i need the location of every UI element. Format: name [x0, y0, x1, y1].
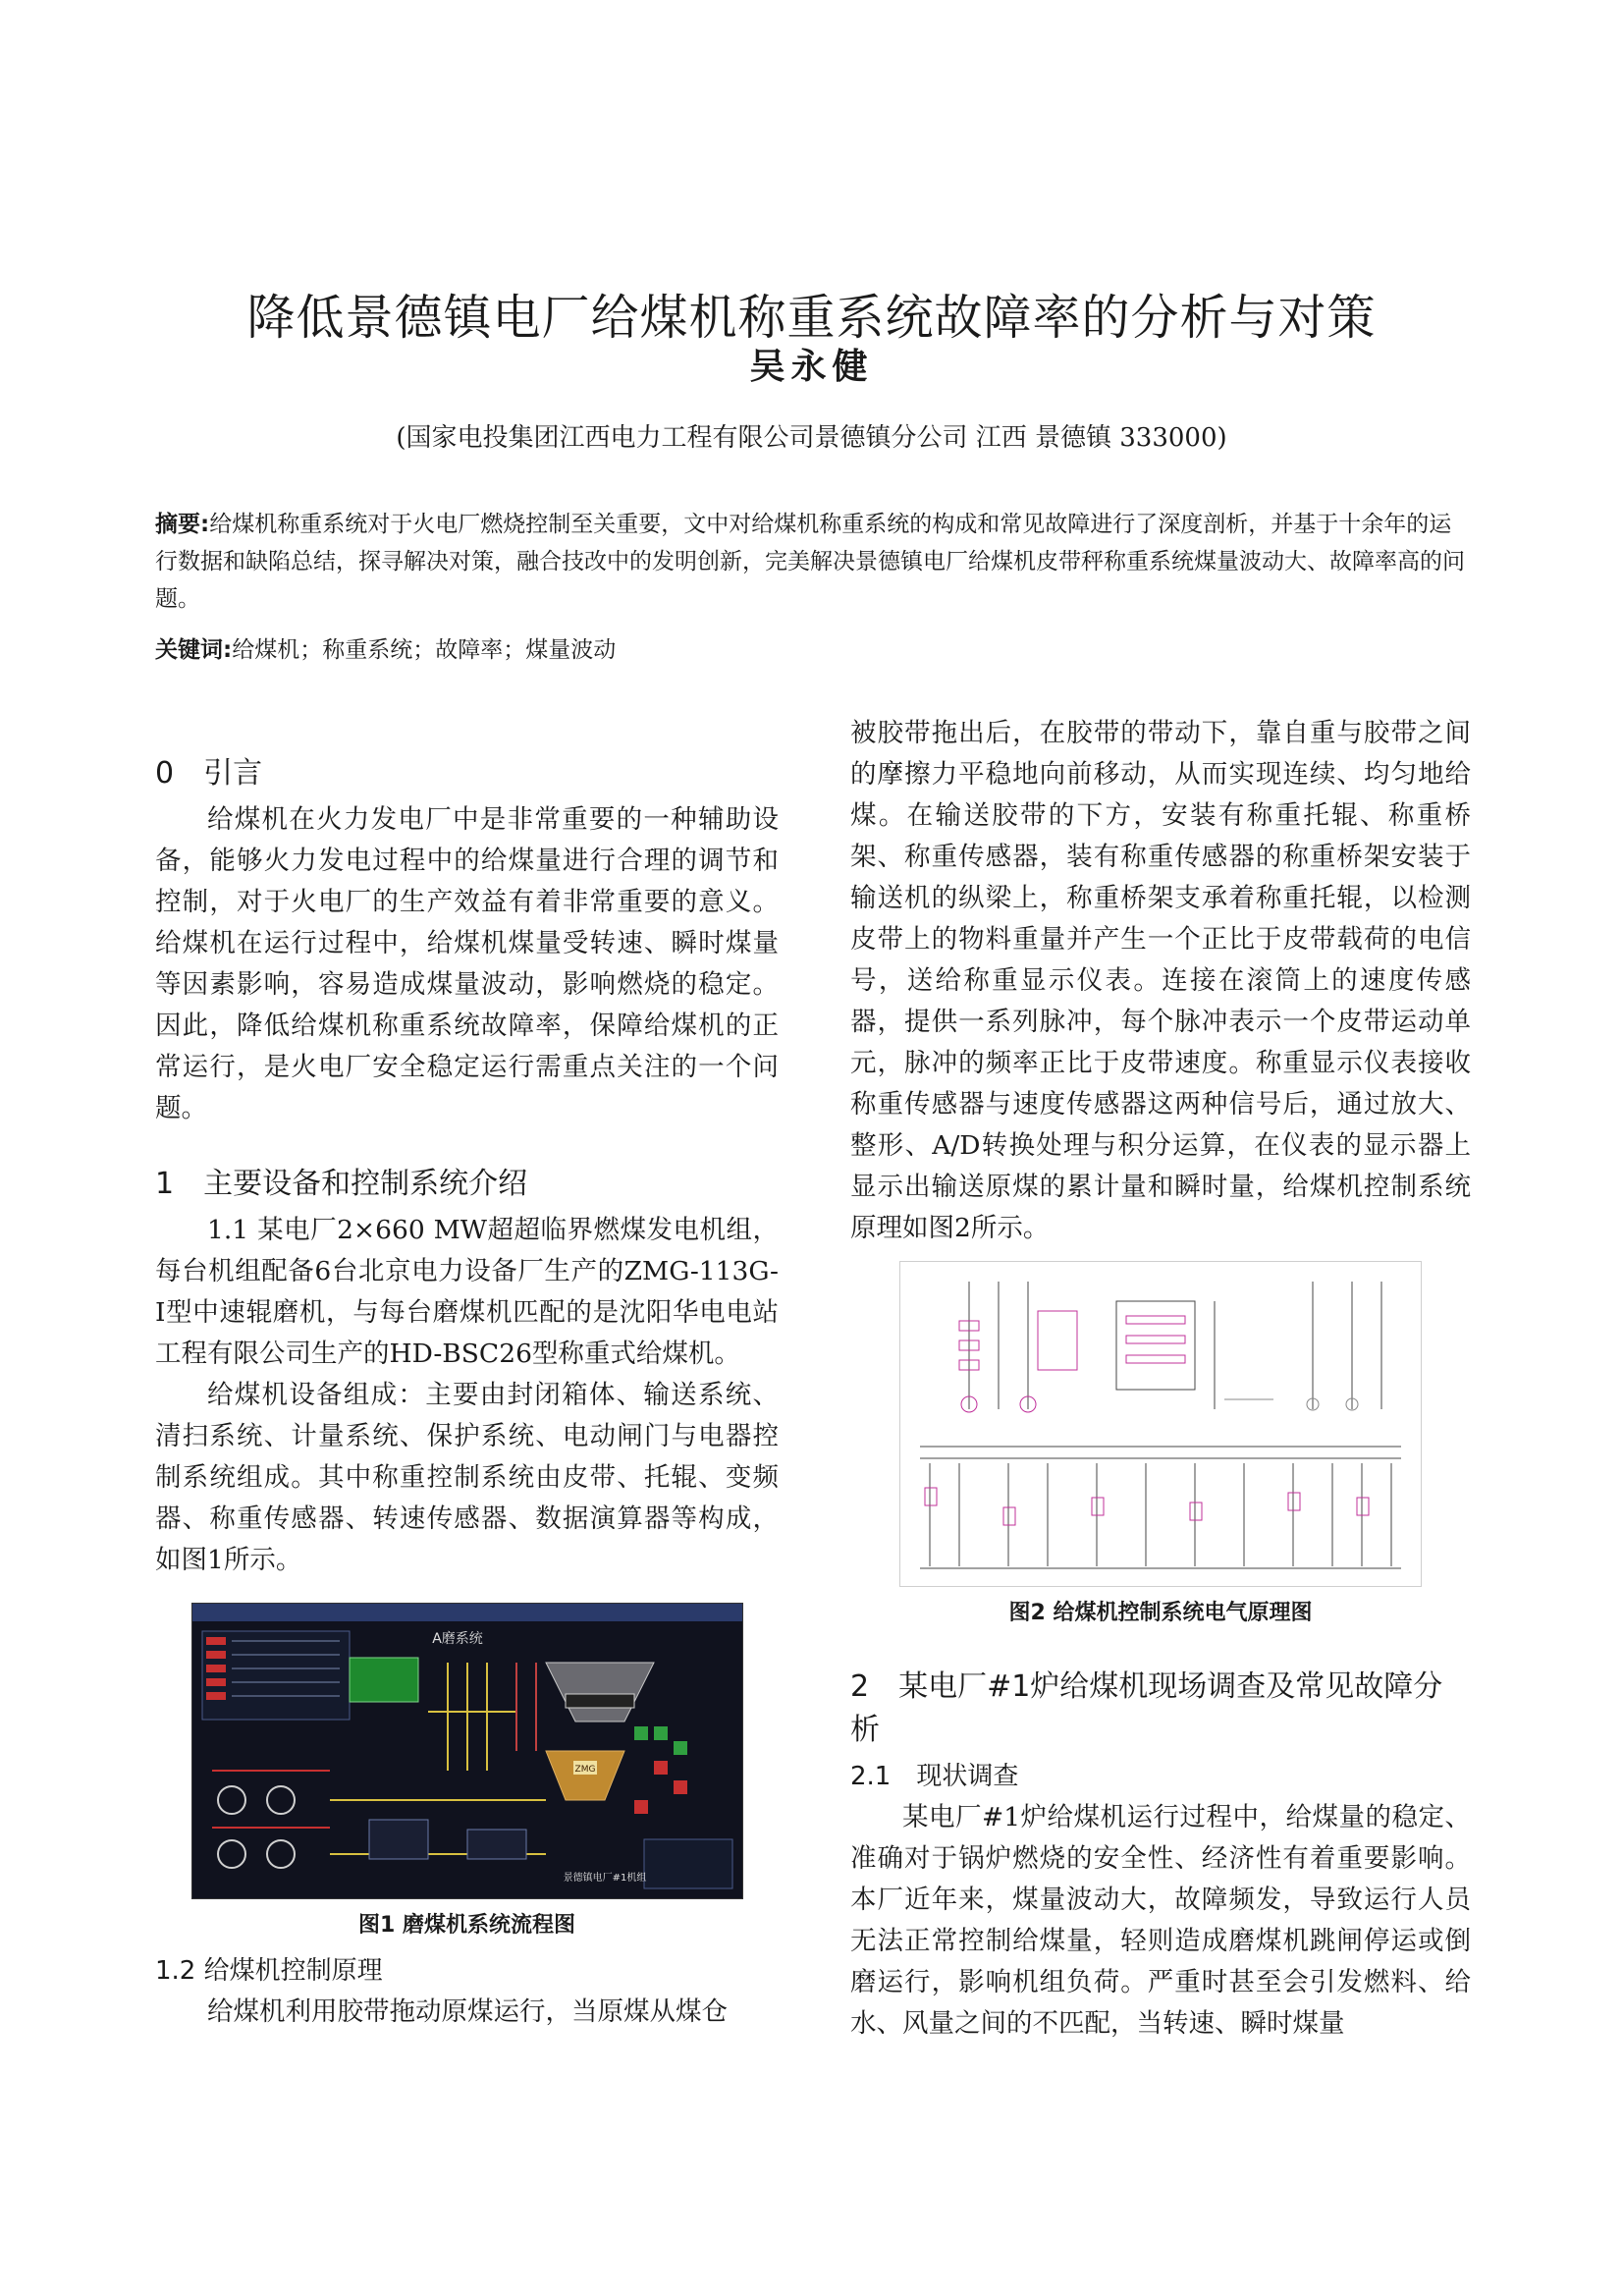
figure-2-electrical-schematic [900, 1262, 1421, 1586]
figure-2-caption: 图2 给煤机控制系统电气原理图 [1008, 1601, 1313, 1625]
section-1-2-continued-paragraph: 被胶带拖出后，在胶带的带动下，靠自重与胶带之间的摩擦力平稳地向前移动，从而实现连续、均匀地给煤。在输送胶带的下方，安装有称重托辊、称重桥架、称重传感器，装有称重传感器的称重桥架安装于输送机的纵梁上，称重桥架支承着称重托辊，以检测皮带上的物料重量并产生一个正比于皮带载荷的电信号，送给称重显示仪表。连接在滚筒上的速度传感器，提供一系列脉冲，每个脉冲表示一个皮带运动单元，脉冲的频率正比于皮带速度。称重显示仪表接收称重传感器与速度传感器这两种信号后，通过放大、整形、A/D转换处理与积分运算，在仪表的显示器上显示出输送原煤的累计量和瞬时量，给煤机控制系统原理如图2所示。 [850, 718, 1471, 1243]
keywords-text: 给煤机；称重系统；故障率；煤量波动 [232, 637, 617, 663]
section-1-2-paragraph: 给煤机利用胶带拖动原煤运行，当原煤从煤仓 [207, 1996, 728, 2027]
figure-1-bottom-label: 景德镇电厂#1机组 [563, 1873, 646, 1884]
right-column [850, 713, 1471, 2045]
figure-1-screen-title: A磨系统 [431, 1631, 483, 1647]
section-1-composition-paragraph: 给煤机设备组成：主要由封闭箱体、输送系统、清扫系统、计量系统、保护系统、电动闸门与电器控制系统组成。其中称重控制系统由皮带、托辊、变频器、称重传感器、转速传感器、数据演算器等构成，如图1所示。 [155, 1380, 779, 1575]
paper-title: 降低景德镇电厂给煤机称重系统故障率的分析与对策 [246, 289, 1377, 346]
keywords-label: 关键词: [155, 637, 233, 663]
section-0-heading: 0 引言 [155, 756, 263, 791]
section-2-heading: 2 某电厂#1炉给煤机现场调查及常见故障分析 [850, 1669, 1443, 1747]
figure-1-image [191, 1603, 743, 1899]
left-column [155, 725, 779, 2033]
section-1-1-paragraph: 1.1 某电厂2×660 MW超超临界燃煤发电机组，每台机组配备6台北京电力设备厂生产的ZMG-113G-I型中速辊磨机，与每台磨煤机匹配的是沈阳华电电站工程有限公司生产的HD-BSC26型称重式给煤机。 [155, 1215, 779, 1369]
section-2-1-paragraph: 某电厂#1炉给煤机运行过程中，给煤量的稳定、准确对于锅炉燃烧的安全性、经济性有着重要影响。本厂近年来，煤量波动大，故障频发，导致运行人员无法正常控制给煤量，轻则造成磨煤机跳闸停运或倒磨运行，影响机组负荷。严重时甚至会引发燃料、给水、风量之间的不匹配，当转速、瞬时煤量 [850, 1802, 1471, 2039]
abstract-text: 给煤机称重系统对于火电厂燃烧控制至关重要，文中对给煤机称重系统的构成和常见故障进行了深度剖析，并基于十余年的运行数据和缺陷总结，探寻解决对策，融合技改中的发明创新，完美解决景德镇电厂给煤机皮带秤称重系统煤量波动大、故障率高的问题。 [155, 512, 1465, 612]
figure-1-caption: 图1 磨煤机系统流程图 [358, 1913, 575, 1938]
author-name: 吴永健 [749, 346, 874, 387]
section-0-paragraph: 给煤机在火力发电厂中是非常重要的一种辅助设备，能够火力发电过程中的给煤量进行合理的调节和控制，对于火电厂的生产效益有着非常重要的意义。给煤机在运行过程中，给煤机煤量受转速、瞬时煤量等因素影响，容易造成煤量波动，影响燃烧的稳定。因此，降低给煤机称重系统故障率，保障给煤机的正常运行，是火电厂安全稳定运行需重点关注的一个问题。 [155, 804, 779, 1123]
keywords [155, 631, 1471, 669]
section-1-2-heading: 1.2 给煤机控制原理 [155, 1956, 383, 1986]
figure-1-process-diagram [192, 1604, 742, 1898]
section-1-heading: 1 主要设备和控制系统介绍 [155, 1167, 528, 1201]
abstract-label: 摘要: [155, 512, 210, 537]
figure-1-hopper-label: ZMG [574, 1765, 595, 1775]
abstract [155, 506, 1471, 618]
affiliation: (国家电投集团江西电力工程有限公司景德镇分公司 江西 景德镇 333000) [396, 423, 1227, 453]
figure-2-image [899, 1261, 1422, 1587]
section-2-1-heading: 2.1 现状调查 [850, 1762, 1019, 1791]
